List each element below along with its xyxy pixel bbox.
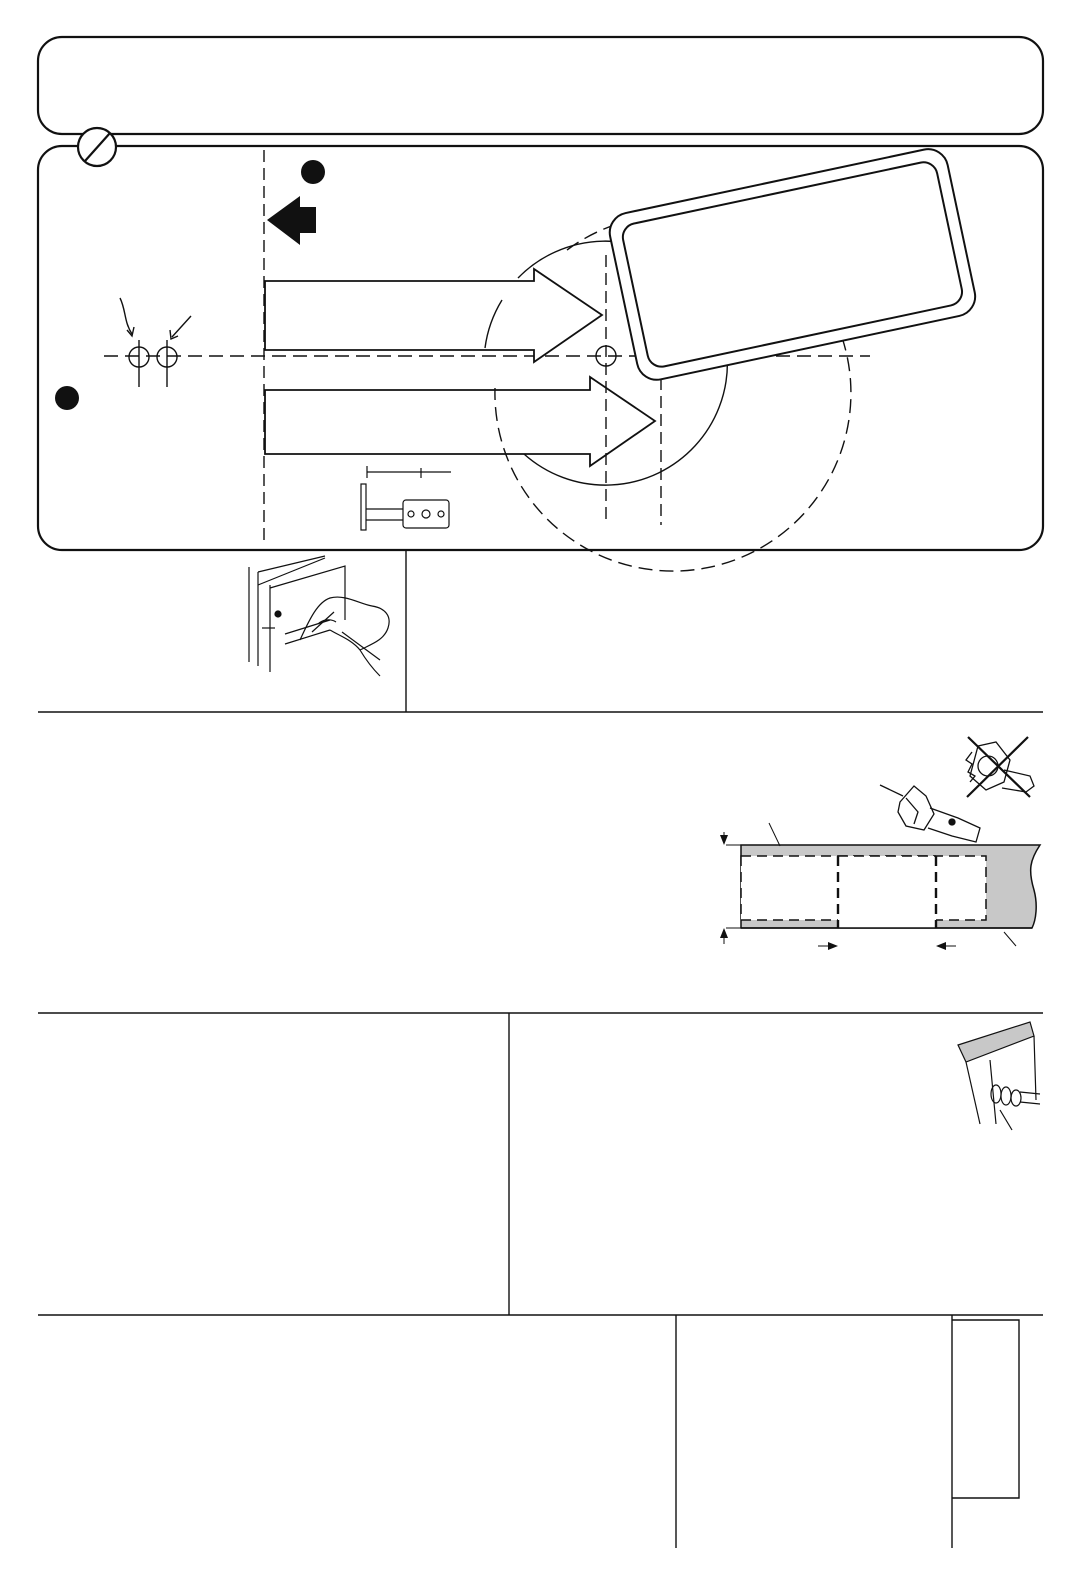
spade-bit-icon (880, 785, 980, 842)
marking-door-illustration (249, 556, 389, 676)
no-symbol-icon (78, 128, 116, 166)
step-bullet-icon (55, 386, 79, 410)
arrow-outline-lower (265, 377, 655, 466)
title-box (38, 37, 1043, 134)
door-edge-profile (952, 1320, 1019, 1498)
door-cross-section (720, 823, 1040, 950)
arrow-outline-upper (265, 269, 602, 362)
strike-drill-illustration (958, 1022, 1040, 1130)
step-bullet-icon (301, 160, 325, 184)
hole-saw-not-recommended-icon (966, 737, 1034, 797)
